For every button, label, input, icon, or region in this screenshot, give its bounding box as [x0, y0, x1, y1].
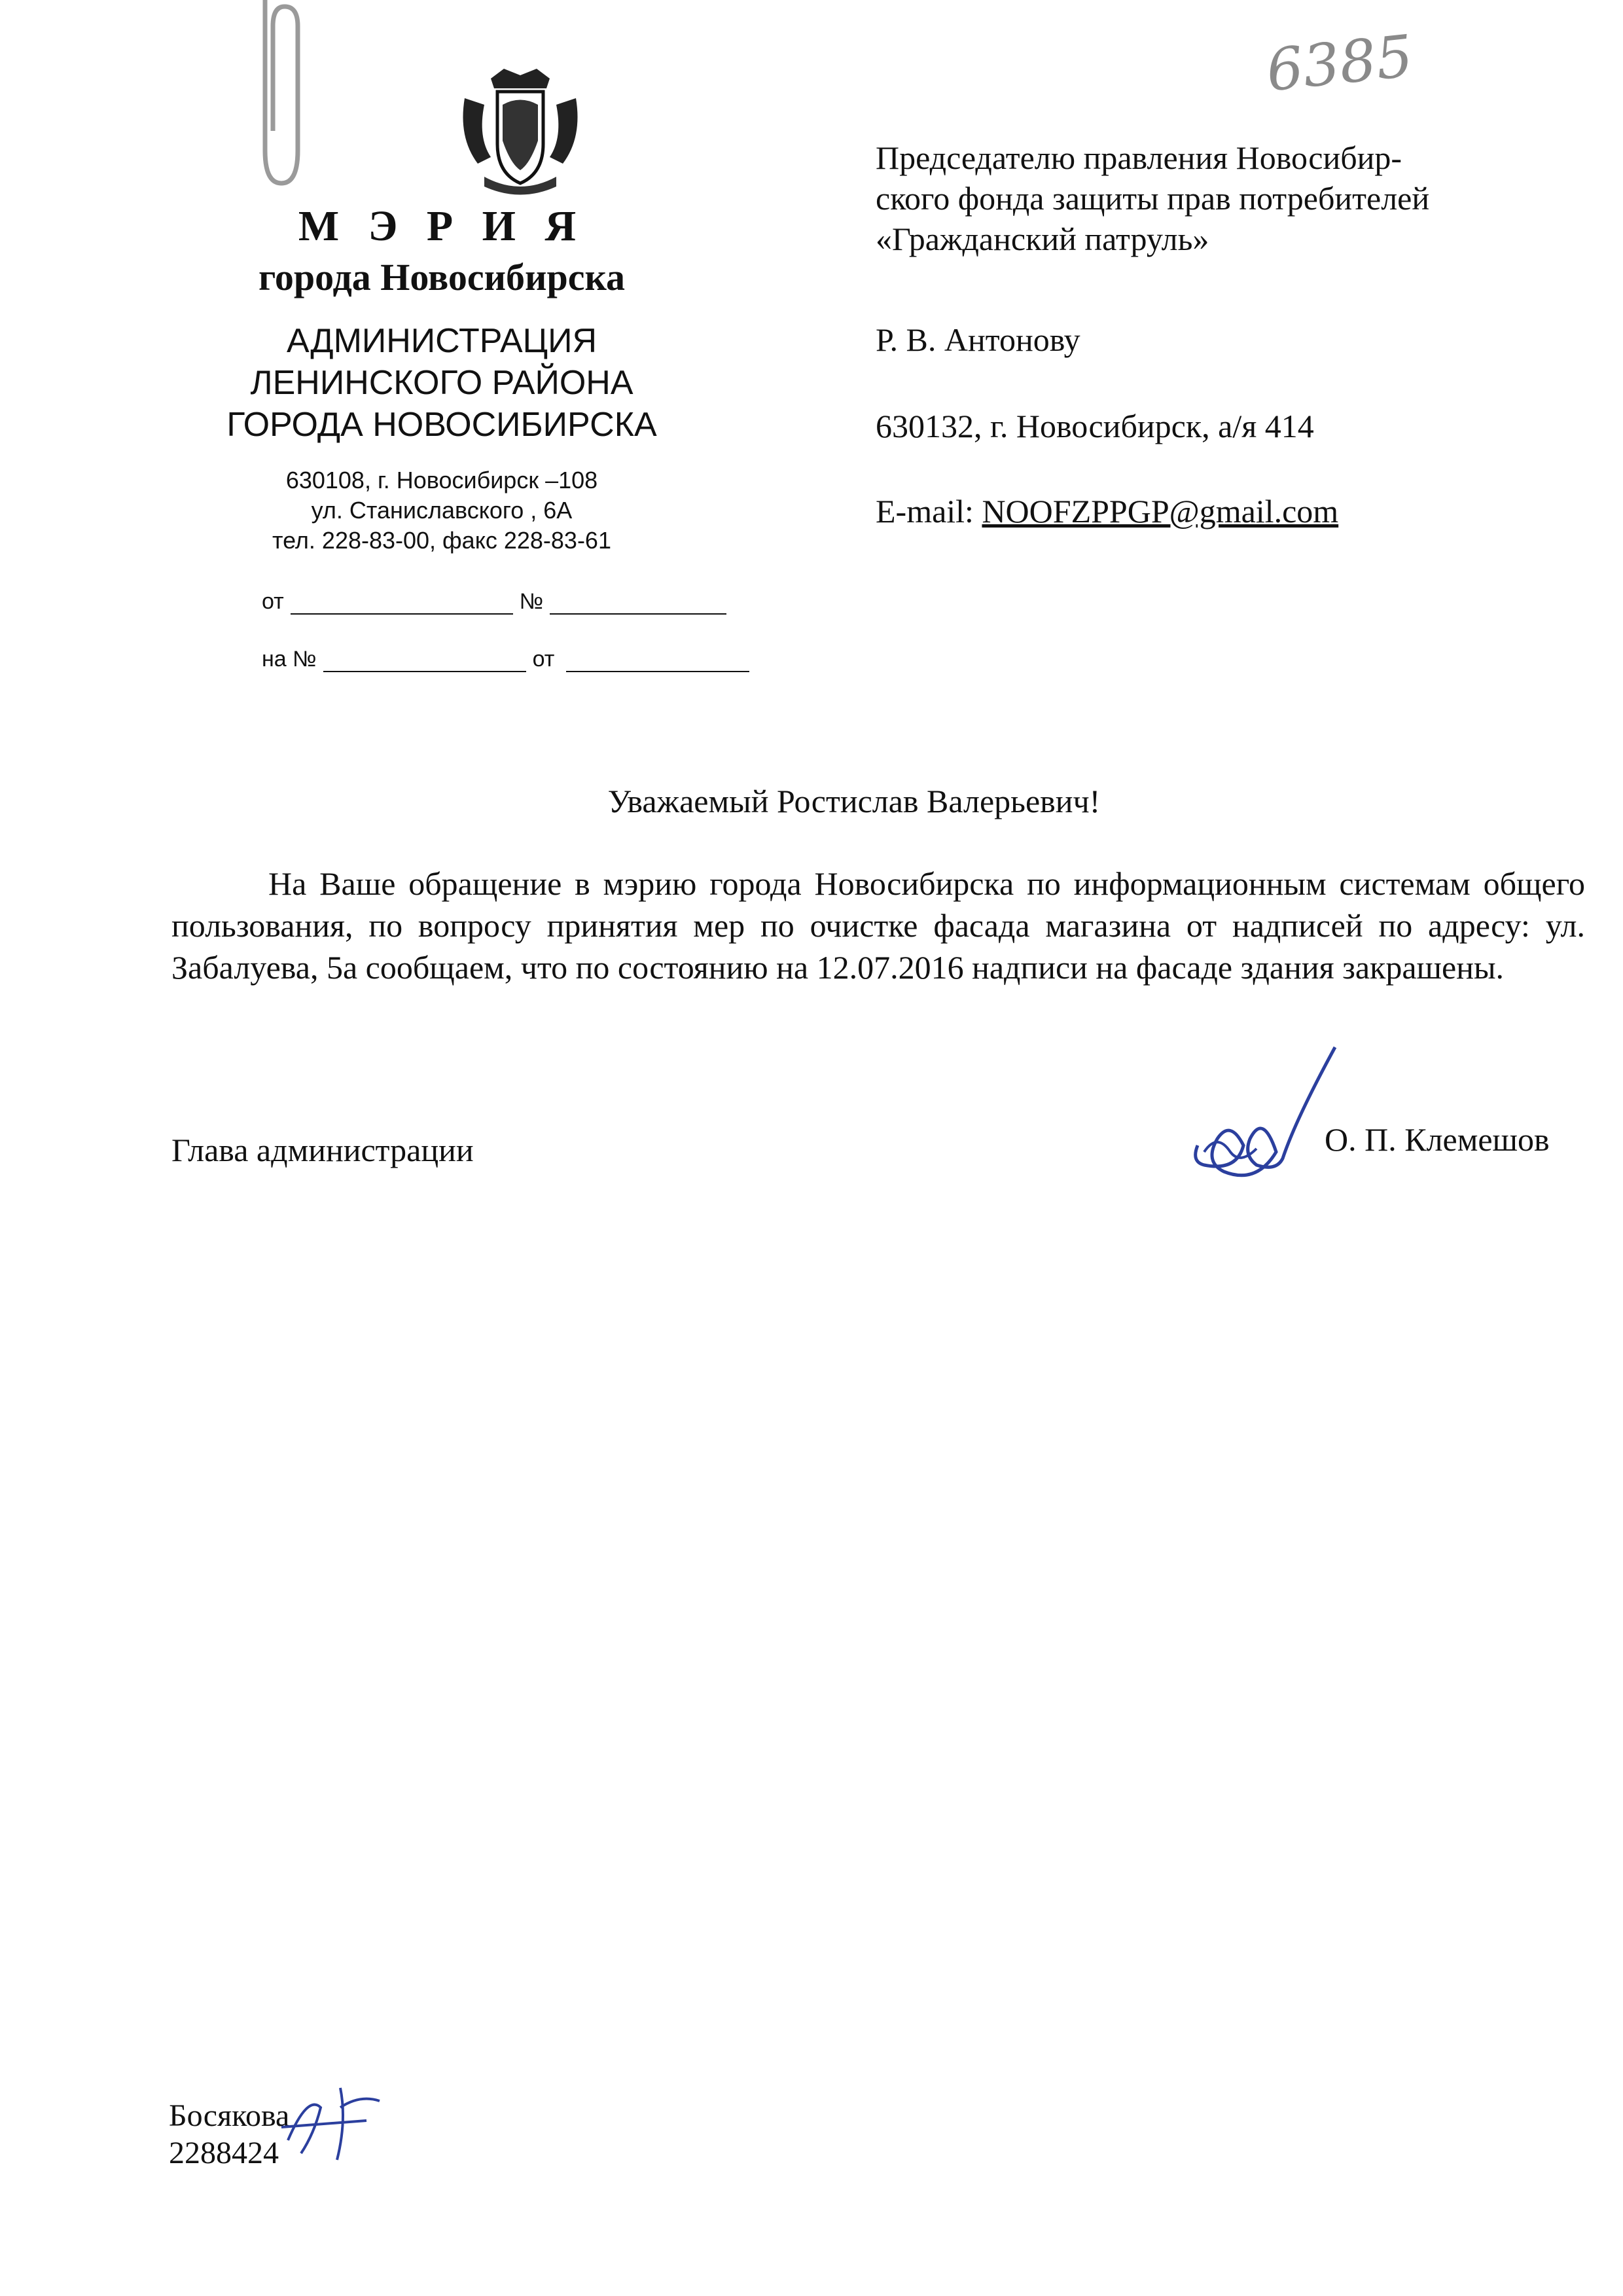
admin-line-3: ГОРОДА НОВОСИБИРСКА [226, 406, 657, 444]
handwritten-registration-number: 6385 [1263, 22, 1416, 105]
number-blank [550, 590, 726, 615]
ref-from-label: от [532, 647, 555, 672]
recipient-title-line-1: Председателю правления Новосибир- [876, 139, 1402, 176]
paperclip-image [245, 0, 308, 190]
executor-phone: 2288424 [169, 2136, 279, 2170]
recipient-email [876, 491, 1338, 531]
recipient-title-line-3: «Гражданский патруль» [876, 221, 1209, 257]
org-name: М Э Р И Я [298, 202, 586, 250]
email-link[interactable]: NOOFZPPGP@gmail.com [982, 493, 1339, 529]
number-label: № [519, 589, 544, 614]
ref-number-label: на № [262, 647, 317, 672]
recipient-title [876, 137, 1609, 259]
email-label: E-mail: [876, 493, 982, 529]
date-blank [291, 590, 513, 615]
address-line-1: 630108, г. Новосибирск –108 [285, 467, 598, 493]
address-line-3: тел. 228-83-00, факс 228-83-61 [272, 527, 611, 554]
org-city: города Новосибирска [258, 256, 626, 298]
ref-number-blank [323, 647, 526, 672]
salutation: Уважаемый Ростислав Валерьевич! [607, 783, 1101, 819]
recipient-name: Р. В. Антонову [876, 321, 1080, 358]
executor-name: Босякова [169, 2098, 290, 2133]
signatory-name: О. П. Клемешов [1325, 1121, 1550, 1158]
handwritten-signature-icon [1178, 1041, 1348, 1198]
recipient-title-line-2: ского фонда защиты прав потребителей [876, 180, 1430, 217]
coat-of-arms-icon [452, 65, 589, 196]
registration-row [262, 589, 726, 615]
admin-line-1: АДМИНИСТРАЦИЯ [286, 322, 597, 360]
executor-initials-icon [275, 2081, 393, 2166]
signatory-title: Глава администрации [171, 1132, 474, 1168]
letter-body: На Ваше обращение в мэрию города Новосибирска по информационным системам общего пользования, по вопросу принятия мер по очистке фасада магазина от надписей по адресу: ул. Забалуева, 5а сообщаем, что по состоянию на 12.07.2016 надписи на фасаде здания закрашены. [171, 865, 1585, 986]
admin-line-2: ЛЕНИНСКОГО РАЙОНА [250, 364, 633, 402]
recipient-postal-address: 630132, г. Новосибирск, а/я 414 [876, 408, 1314, 444]
from-label: от [262, 589, 284, 614]
ref-date-blank [566, 647, 749, 672]
reference-row [262, 647, 749, 672]
address-line-2: ул. Станиславского , 6А [311, 497, 573, 524]
